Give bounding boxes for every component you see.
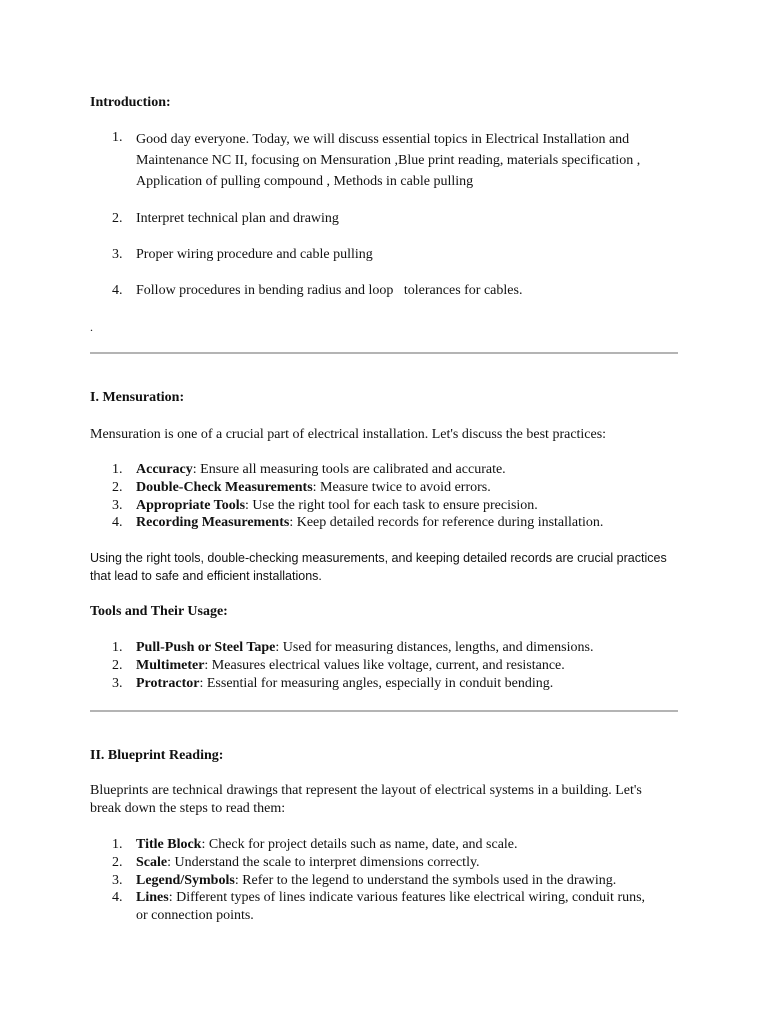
blueprint-item-1-term: Title Block — [136, 837, 202, 852]
tools-item-3-desc: : Essential for measuring angles, especially in conduit bending. — [199, 676, 554, 691]
blueprint-item-4-term: Lines — [136, 890, 169, 905]
blueprint-item-4 — [136, 889, 656, 925]
intro-item-1-number: 1. — [112, 130, 123, 145]
tools-item-3-number: 3. — [112, 676, 123, 691]
mensuration-note: Using the right tools, double-checking measurements, and keeping detailed records are crucial practices that lead to safe and efficient installations. — [90, 551, 667, 583]
blueprint-intro: Blueprints are technical drawings that represent the layout of electrical systems in a building. Let's break down the steps to read them: — [90, 783, 642, 816]
mensuration-item-3-term: Appropriate Tools — [136, 498, 246, 513]
mensuration-item-3-number: 3. — [112, 498, 123, 513]
mensuration-item-4-desc: : Keep detailed records for reference during installation. — [289, 515, 604, 530]
mensuration-intro: Mensuration is one of a crucial part of electrical installation. Let's discuss the best practices: — [90, 427, 607, 442]
intro-item-2-number: 2. — [112, 211, 123, 226]
mensuration-item-3-desc: : Use the right tool for each task to ensure precision. — [245, 498, 538, 513]
mensuration-item-2-desc: : Measure twice to avoid errors. — [312, 480, 491, 495]
blueprint-item-2-desc: : Understand the scale to interpret dimensions correctly. — [167, 855, 480, 870]
blueprint-item-4-number: 4. — [112, 890, 123, 905]
mensuration-item-2-term: Double-Check Measurements — [136, 480, 313, 495]
blueprint-item-2-number: 2. — [112, 855, 123, 870]
mensuration-item-1-desc: : Ensure all measuring tools are calibrated and accurate. — [192, 462, 506, 477]
tools-item-2-term: Multimeter — [136, 658, 205, 673]
mensuration-item-1-number: 1. — [112, 462, 123, 477]
intro-item-2-text: Interpret technical plan and drawing — [136, 211, 339, 226]
mensuration-item-2 — [136, 479, 681, 497]
blueprint-item-1-desc: : Check for project details such as name, date, and scale. — [201, 837, 518, 852]
blueprint-item-4-desc: : Different types of lines indicate various features like electrical wiring, conduit runs, or connection points. — [136, 890, 646, 923]
tools-item-1-term: Pull-Push or Steel Tape — [136, 640, 276, 655]
blueprint-item-3 — [136, 872, 681, 890]
tools-heading: Tools and Their Usage: — [90, 604, 228, 619]
blueprint-heading: II. Blueprint Reading: — [90, 748, 224, 763]
tools-item-1-desc: : Used for measuring distances, lengths, and dimensions. — [275, 640, 594, 655]
intro-item-4-number: 4. — [112, 283, 123, 298]
tools-item-1 — [136, 639, 681, 657]
tools-item-2 — [136, 657, 681, 675]
blueprint-item-2-term: Scale — [136, 855, 168, 870]
mensuration-heading: I. Mensuration: — [90, 390, 185, 405]
mensuration-item-2-number: 2. — [112, 480, 123, 495]
intro-item-4-text: Follow procedures in bending radius and loop tolerances for cables. — [136, 283, 523, 298]
stray-period: . — [90, 320, 93, 334]
mensuration-item-3 — [136, 497, 681, 515]
intro-item-1-text: Good day everyone. Today, we will discuss essential topics in Electrical Installation and Maintenance NC II, focusing on Mensuration ,Blue print reading, materials specification , Application of pulling compound , Methods in cable pulling — [136, 132, 641, 189]
intro-heading: Introduction: — [90, 95, 171, 110]
mensuration-item-4-number: 4. — [112, 515, 123, 530]
section-divider-2 — [90, 710, 678, 712]
blueprint-item-2 — [136, 854, 681, 872]
intro-item-3-number: 3. — [112, 247, 123, 262]
mensuration-item-1-term: Accuracy — [136, 462, 193, 477]
mensuration-item-1 — [136, 461, 681, 479]
tools-item-3 — [136, 675, 681, 693]
tools-item-3-term: Protractor — [136, 676, 200, 691]
blueprint-item-3-number: 3. — [112, 873, 123, 888]
blueprint-item-3-term: Legend/Symbols — [136, 873, 235, 888]
blueprint-item-1-number: 1. — [112, 837, 123, 852]
tools-item-2-number: 2. — [112, 658, 123, 673]
mensuration-item-4 — [136, 514, 681, 532]
tools-item-2-desc: : Measures electrical values like voltage, current, and resistance. — [204, 658, 565, 673]
mensuration-item-4-term: Recording Measurements — [136, 515, 290, 530]
blueprint-item-1 — [136, 836, 681, 854]
blueprint-item-3-desc: : Refer to the legend to understand the symbols used in the drawing. — [234, 873, 617, 888]
section-divider-1 — [90, 352, 678, 354]
tools-item-1-number: 1. — [112, 640, 123, 655]
intro-item-3-text: Proper wiring procedure and cable pulling — [136, 247, 373, 262]
